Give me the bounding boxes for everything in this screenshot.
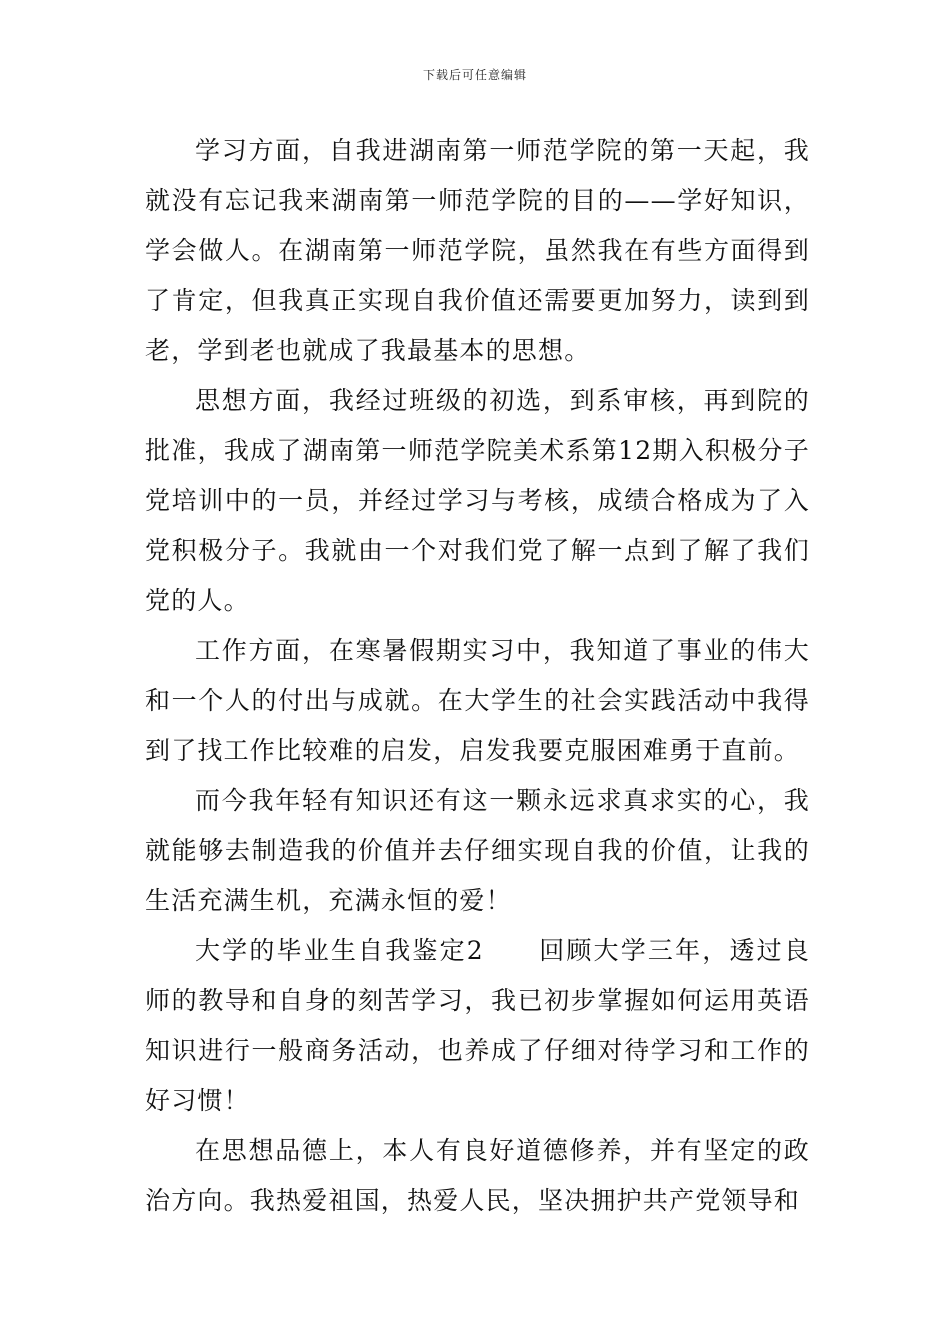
page-header: 下载后可任意编辑 — [422, 68, 527, 82]
paragraph-moral-character: 在思想品德上，本人有良好道德修养，并有坚定的政治方向。我热爱祖国，热爱人民，坚决拥护共产党领导和 — [145, 1136, 810, 1215]
paragraph-thought: 思想方面，我经过班级的初选，到系审核，再到院的批准，我成了湖南第一师范学院美术系第12期入积极分子党培训中的一员，并经过学习与考核，成绩合格成为了入党积极分子。我就由一个对我们党了解一点到了解了我们党的人。 — [145, 386, 810, 615]
document-body — [145, 126, 810, 1226]
paragraph-self-assessment-2: 大学的毕业生自我鉴定2 回顾大学三年，透过良师的教导和自身的刻苦学习，我已初步掌握如何运用英语知识进行一般商务活动，也养成了仔细对待学习和工作的好习惯！ — [145, 936, 810, 1115]
paragraph-conclusion: 而今我年轻有知识还有这一颗永远求真求实的心，我就能够去制造我的价值并去仔细实现自我的价值，让我的生活充满生机，充满永恒的爱！ — [145, 786, 810, 915]
paragraph-work: 工作方面，在寒暑假期实习中，我知道了事业的伟大和一个人的付出与成就。在大学生的社会实践活动中我得到了找工作比较难的启发，启发我要克服困难勇于直前。 — [145, 636, 810, 765]
paragraph-study: 学习方面，自我进湖南第一师范学院的第一天起，我就没有忘记我来湖南第一师范学院的目的——学好知识，学会做人。在湖南第一师范学院，虽然我在有些方面得到了肯定，但我真正实现自我价值还需要更加努力，读到到老，学到老也就成了我最基本的思想。 — [145, 136, 810, 365]
